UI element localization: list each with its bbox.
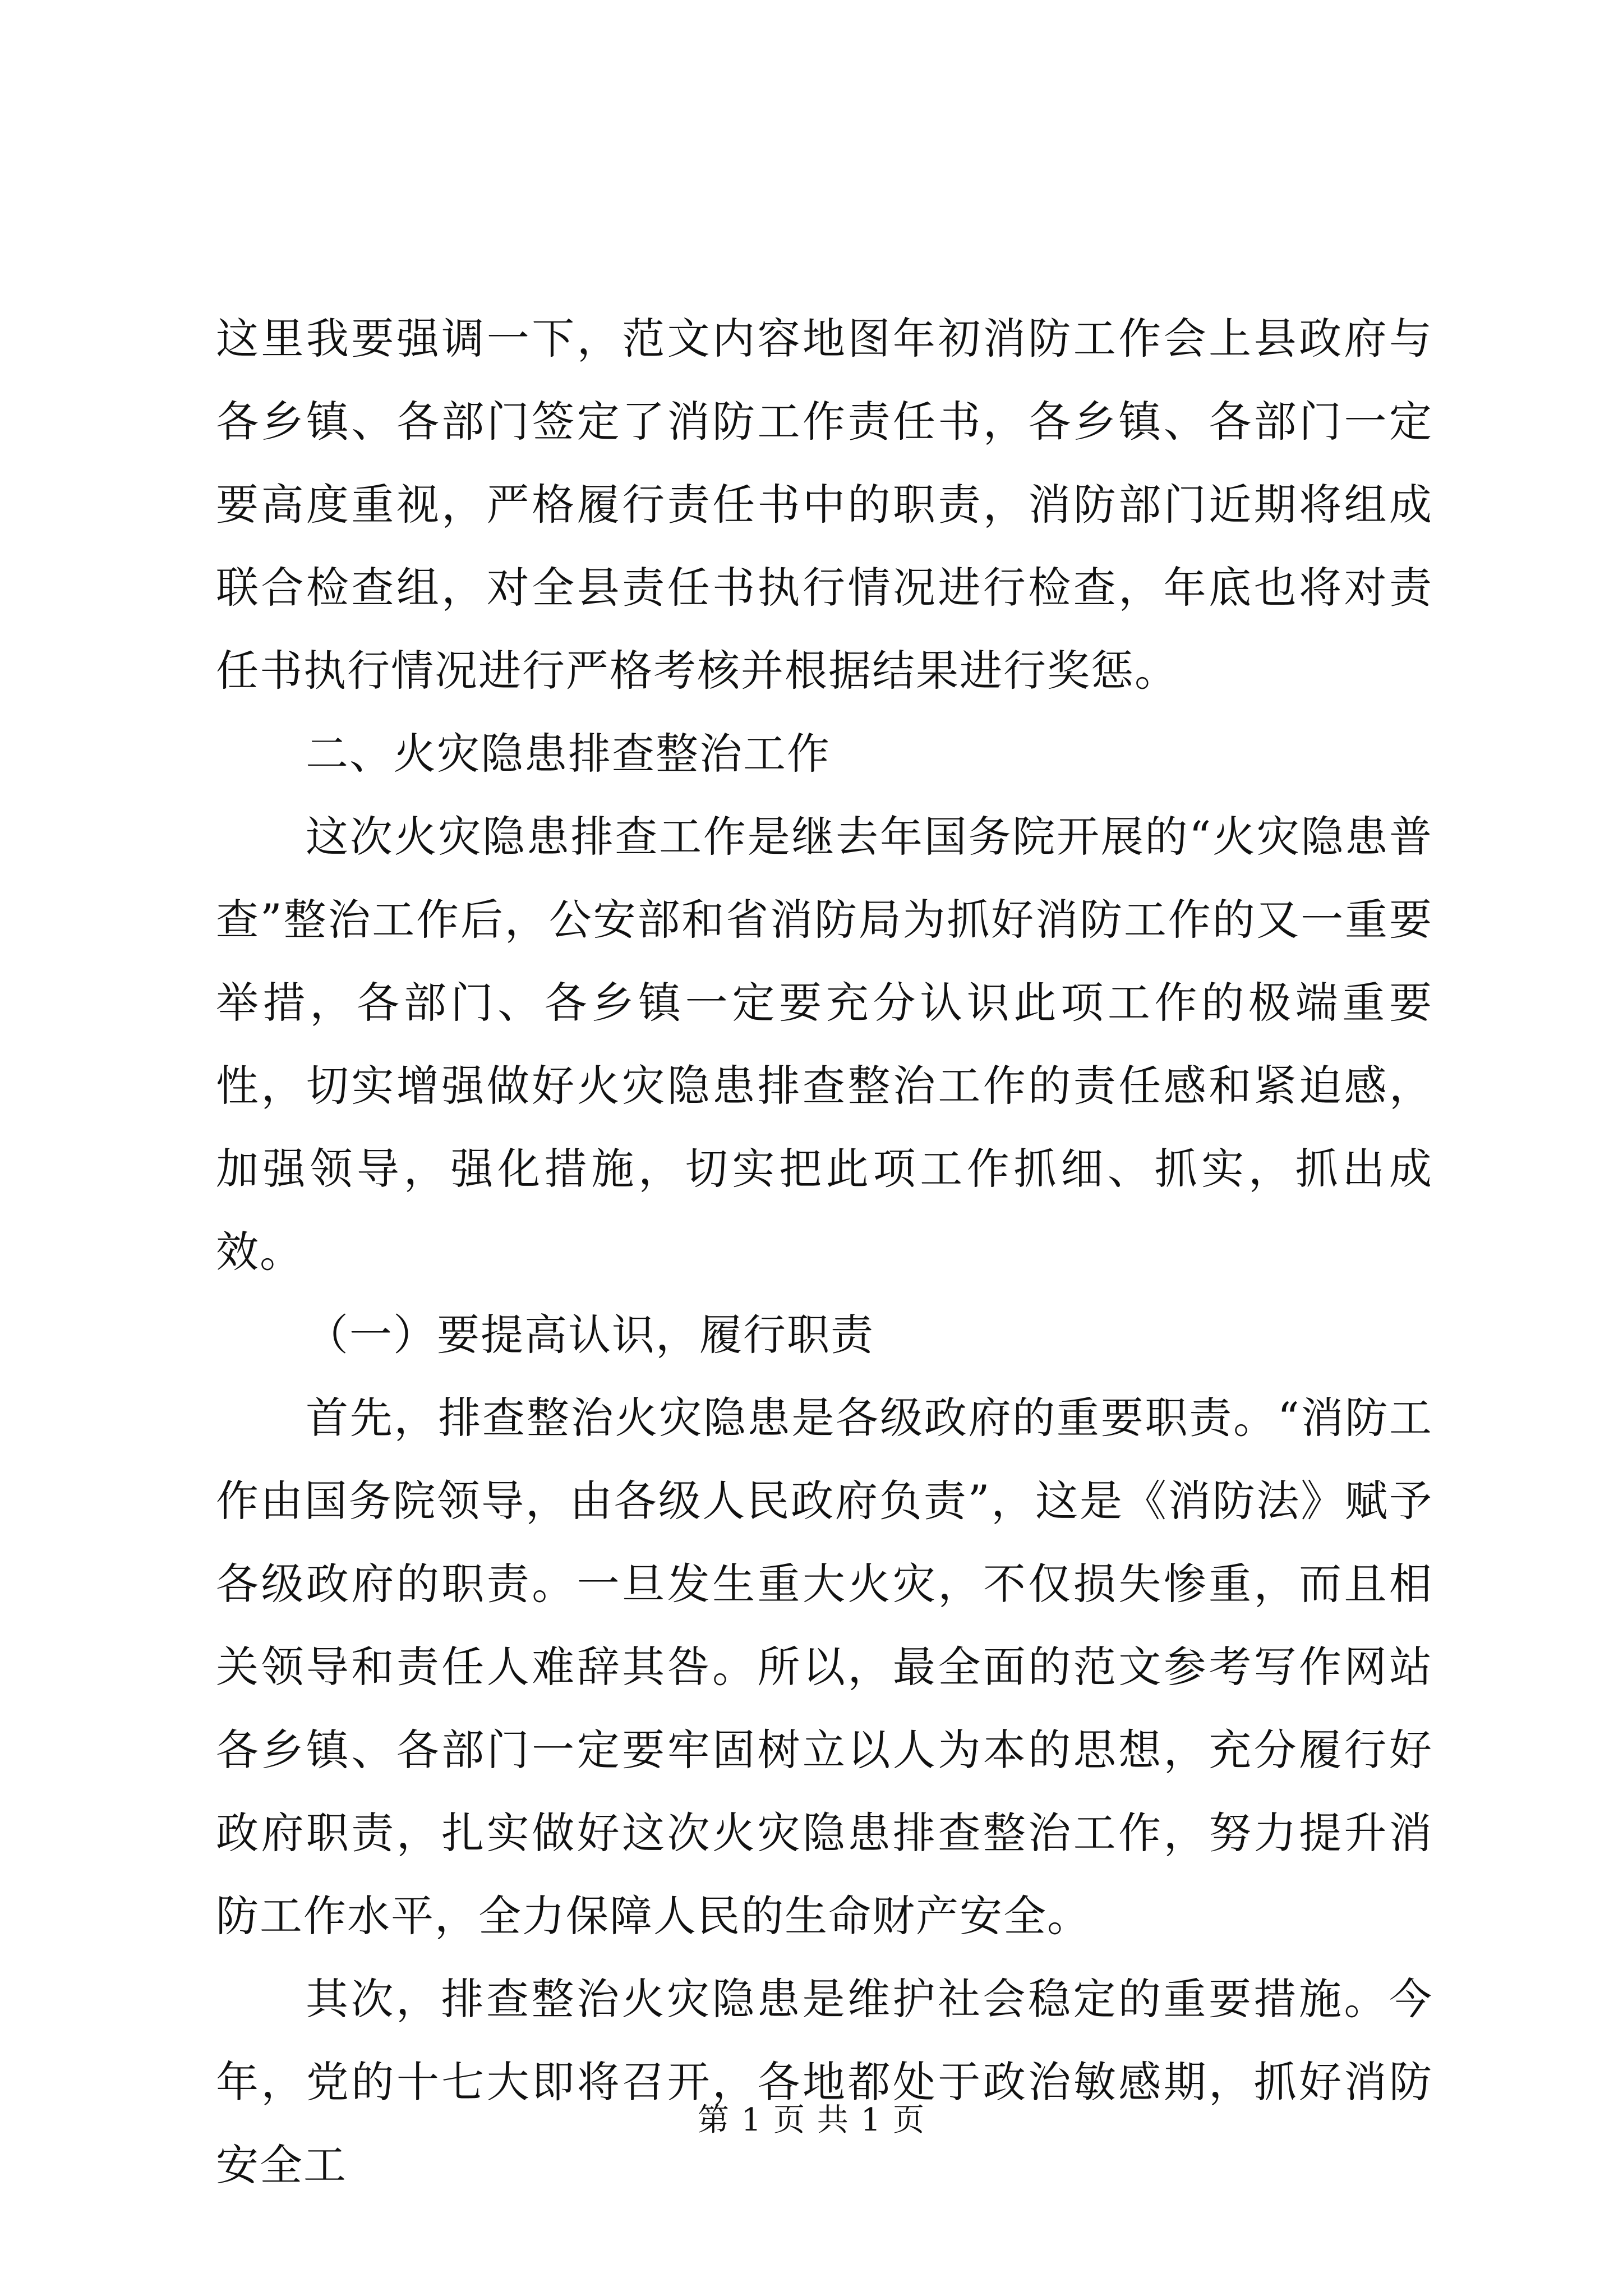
page-number-footer: 第 1 页 共 1 页 [697, 2102, 926, 2138]
paragraph: 这次火灾隐患排查工作是继去年国务院开展的“火灾隐患普查”整治工作后，公安部和省消防局为抓好消防工作的又一重要举措，各部门、各乡镇一定要充分认识此项工作的极端重要性，切实增强做好火灾隐患排查整治工作的责任感和紧迫感，加强领导，强化措施，切实把此项工作抓细、抓实，抓出成效。 [216, 812, 1433, 1277]
document-body [216, 297, 1433, 2207]
paragraph: 其次，排查整治火灾隐患是维护社会稳定的重要措施。今年，党的十七大即将召开，各地都处于政治敏感期，抓好消防安全工 [216, 1974, 1433, 2190]
paragraph-continuation: 这里我要强调一下，范文内容地图年初消防工作会上县政府与各乡镇、各部门签定了消防工作责任书，各乡镇、各部门一定要高度重视，严格履行责任书中的职责，消防部门近期将组成联合检查组，对全县责任书执行情况进行检查，年底也将对责任书执行情况进行严格考核并根据结果进行奖惩。 [216, 314, 1433, 696]
subsection-heading: （一）要提高认识，履行职责 [306, 1310, 874, 1360]
paragraph: 首先，排查整治火灾隐患是各级政府的重要职责。“消防工作由国务院领导，由各级人民政府负责”，这是《消防法》赋予各级政府的职责。一旦发生重大火灾，不仅损失惨重，而且相关领导和责任人难辞其咎。所以，最全面的范文参考写作网站各乡镇、各部门一定要牢固树立以人为本的思想，充分履行好政府职责，扎实做好这次火灾隐患排查整治工作，努力提升消防工作水平，全力保障人民的生命财产安全。 [216, 1393, 1433, 1941]
section-heading: 二、火灾隐患排查整治工作 [306, 729, 831, 779]
